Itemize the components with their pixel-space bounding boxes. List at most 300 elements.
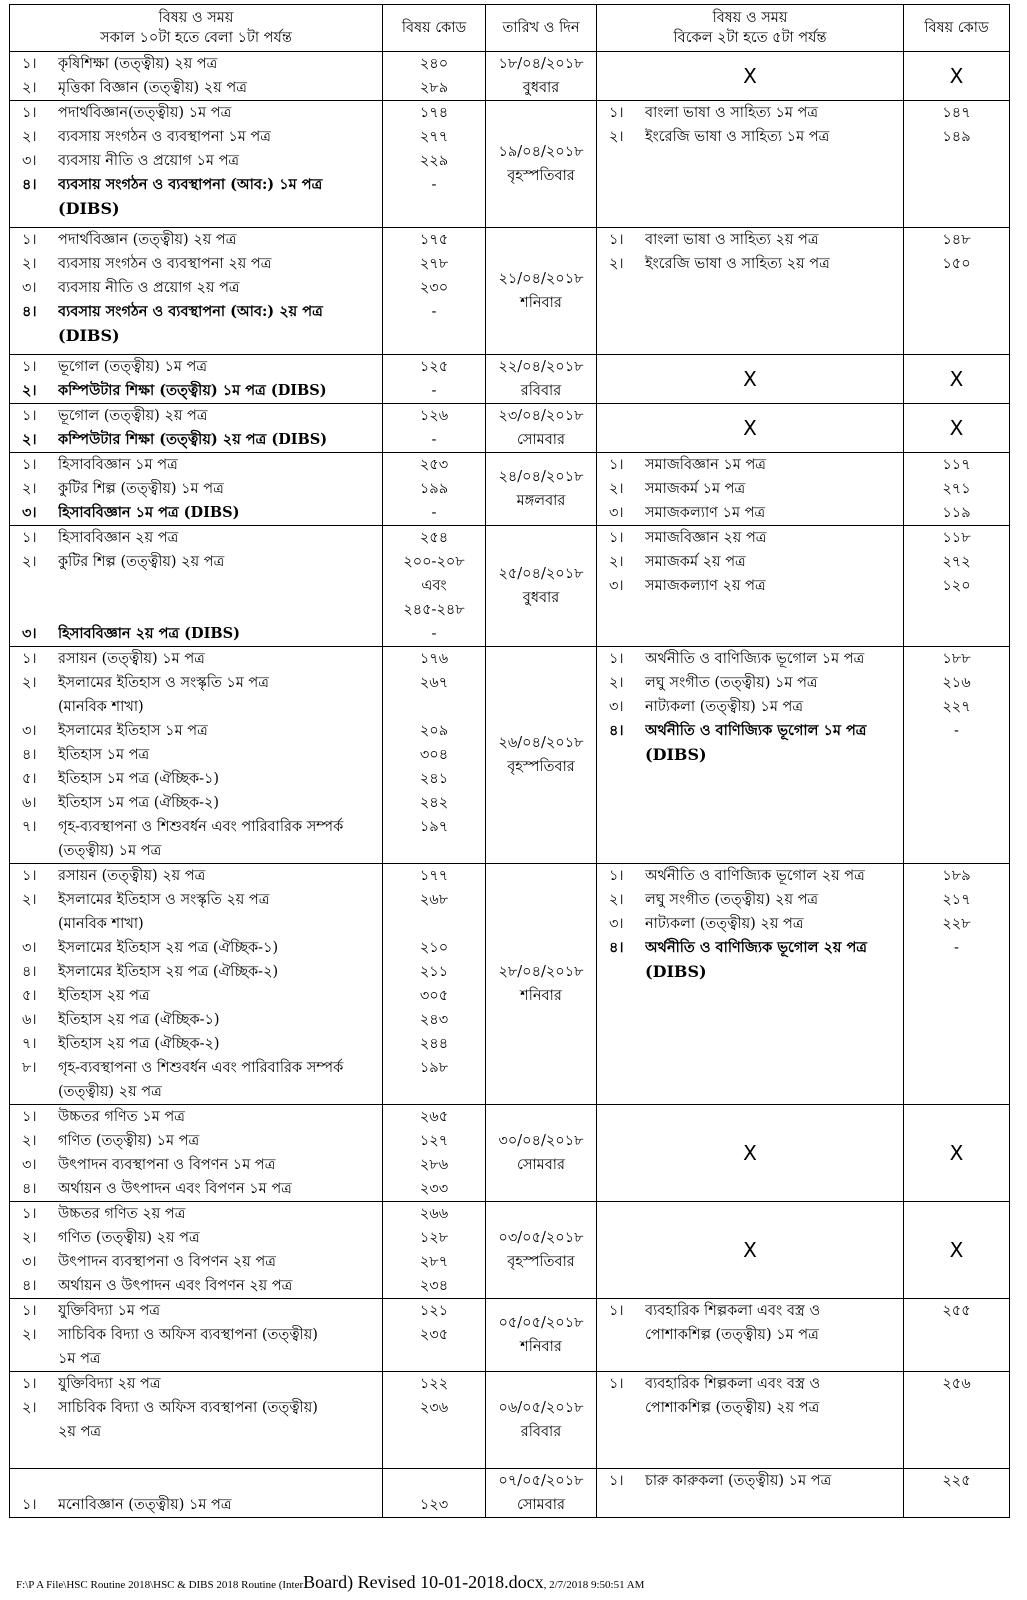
serial-number: ৩। (22, 940, 37, 956)
serial-number: ৪। (22, 1181, 37, 1197)
afternoon-subjects-cell (597, 1299, 904, 1372)
subject-code: ১২৬ (419, 408, 449, 424)
subject-name: সমাজবিজ্ঞান ১ম পত্র (645, 457, 766, 473)
serial-number: ২। (22, 80, 37, 96)
serial-number: ২। (22, 1230, 37, 1246)
subject-name: কম্পিউটার শিক্ষা (তত্ত্বীয়) ২য় পত্র (DIBS) (58, 431, 328, 448)
subject-line (10, 1129, 382, 1153)
morning-codes-cell (383, 1372, 486, 1469)
subject-line (10, 1250, 382, 1274)
serial-number: ৩। (22, 504, 37, 521)
afternoon-codes-cell (904, 228, 1010, 355)
subject-name: (তত্ত্বীয়) ১ম পত্র (58, 843, 162, 859)
serial-number: ১। (609, 1473, 624, 1489)
subject-line (597, 1299, 903, 1323)
subject-name: কম্পিউটার শিক্ষা (তত্ত্বীয়) ১ম পত্র (DIBS) (58, 382, 327, 399)
serial-number: ২। (22, 554, 37, 570)
subject-line (597, 960, 903, 990)
subject-code: - (954, 940, 959, 956)
subject-code: ১৭৫ (419, 232, 449, 248)
date-cell (486, 1202, 597, 1299)
morning-code-header: বিষয় কোড (383, 5, 486, 52)
subject-code: ২৪৪ (419, 1036, 449, 1052)
exam-date: ৩০/০৪/২০১৮ (498, 1133, 584, 1149)
morning-subjects-cell (10, 1299, 383, 1372)
serial-number: ১। (609, 868, 624, 884)
subject-code (383, 1347, 485, 1371)
subject-name: ভূগোল (তত্ত্বীয়) ১ম পত্র (58, 359, 208, 375)
serial-number: ৬। (22, 795, 37, 811)
subject-line (597, 743, 903, 773)
no-exam-mark: X (904, 52, 1010, 101)
subject-name: কুটির শিল্প (তত্ত্বীয়) ২য় পত্র (58, 554, 225, 570)
morning-time: সকাল ১০টা হতে বেলা ১টা পর্যন্ত (100, 30, 292, 46)
subject-code: ২২৯ (419, 153, 449, 169)
subject-code: - (431, 304, 437, 320)
serial-number (10, 324, 58, 354)
subject-line (10, 888, 382, 912)
subject-name: ব্যবসায় সংগঠন ও ব্যবস্থাপনা ২য় পত্র (58, 256, 272, 272)
subject-code: ২০০-২০৮ (403, 554, 465, 570)
subject-line (10, 1323, 382, 1347)
subject-code: ২৪৫-২৪৮ (403, 602, 465, 618)
serial-number: ৩। (609, 578, 624, 594)
subject-code: - (954, 723, 959, 739)
subject-line (597, 1396, 903, 1420)
subject-line (10, 960, 382, 984)
subject-line (10, 743, 382, 767)
subject-name: অর্থায়ন ও উৎপাদন এবং বিপণন ১ম পত্র (58, 1181, 292, 1197)
afternoon-codes-cell (904, 647, 1010, 864)
subject-name: রসায়ন (তত্ত্বীয়) ১ম পত্র (58, 651, 205, 667)
exam-day: শনিবার (520, 1339, 562, 1355)
subject-code (904, 1323, 1009, 1347)
exam-day: সোমবার (517, 1157, 565, 1173)
subject-code (383, 1080, 485, 1104)
serial-number: ২। (22, 1400, 37, 1416)
subject-line (10, 574, 382, 598)
subject-name: চারু কারুকলা (তত্ত্বীয়) ১ম পত্র (645, 1473, 832, 1489)
serial-number (10, 1469, 58, 1493)
date-cell (486, 101, 597, 228)
subject-name: ইসলামের ইতিহাস ও সংস্কৃতি ১ম পত্র (58, 675, 269, 691)
subject-code: ২৭২ (942, 554, 971, 570)
morning-subjects-cell (10, 1202, 383, 1299)
subject-name: ইতিহাস ২য় পত্র (ঐচ্ছিক-২) (58, 1036, 220, 1052)
no-exam-mark: X (597, 1105, 904, 1202)
subject-line (597, 252, 903, 276)
exam-day: শনিবার (520, 988, 562, 1004)
serial-number (10, 1444, 58, 1468)
no-exam-mark: X (597, 1202, 904, 1299)
subject-name (58, 574, 382, 598)
subject-line (597, 125, 903, 149)
afternoon-codes-cell (904, 453, 1010, 526)
subject-line (10, 404, 382, 428)
table-row (10, 647, 1010, 864)
subject-code: ৩০৫ (419, 988, 449, 1004)
no-exam-mark: X (597, 404, 904, 453)
subject-code: ২৪২ (419, 795, 449, 811)
subject-line (10, 526, 382, 550)
subject-name: (DIBS) (58, 199, 120, 218)
subject-code (904, 743, 1009, 773)
afternoon-subjects-cell (597, 526, 904, 647)
serial-number: ৩। (22, 723, 37, 739)
exam-date: ২৩/০৪/২০১৮ (498, 408, 584, 424)
subject-line (10, 791, 382, 815)
subject-name: ইতিহাস ১ম পত্র (58, 747, 150, 763)
date-cell (486, 1105, 597, 1202)
morning-subjects-cell (10, 228, 383, 355)
subject-code: ২০৯ (419, 723, 449, 739)
serial-number: ১। (22, 56, 37, 72)
serial-number: ৫। (22, 771, 37, 787)
serial-number: ৩। (609, 916, 624, 932)
morning-codes-cell (383, 1469, 486, 1518)
subject-name: (DIBS) (58, 326, 120, 345)
morning-codes-cell (383, 526, 486, 647)
subject-name: (DIBS) (645, 962, 707, 981)
subject-code: ১২৮ (419, 1230, 449, 1246)
serial-number: ২। (22, 1327, 37, 1343)
subject-code: ১৪৯ (942, 129, 971, 145)
subject-line (10, 1347, 382, 1371)
morning-subjects-cell (10, 647, 383, 864)
serial-number: ৮। (22, 1060, 37, 1076)
afternoon-subjects-cell (597, 647, 904, 864)
serial-number: ২। (22, 1133, 37, 1149)
subject-line (597, 1372, 903, 1396)
serial-number: ৩। (609, 505, 624, 521)
table-row (10, 864, 1010, 1105)
subject-name: ইসলামের ইতিহাস ও সংস্কৃতি ২য় পত্র (58, 892, 270, 908)
subject-line (10, 101, 382, 125)
serial-number (10, 598, 58, 622)
subject-name: লঘু সংগীত (তত্ত্বীয়) ২য় পত্র (645, 892, 819, 908)
subject-code (383, 324, 485, 354)
subject-code: - (431, 383, 437, 399)
subject-code: ২৫৬ (942, 1376, 971, 1392)
subject-code: ২৬৮ (419, 892, 449, 908)
subject-name: গৃহ-ব্যবস্থাপনা ও শিশুবর্ধন এবং পারিবারিক সম্পর্ক (58, 1060, 344, 1076)
subject-name: সাচিবিক বিদ্যা ও অফিস ব্যবস্থাপনা (তত্ত্বীয়) (58, 1400, 318, 1416)
subject-line (10, 598, 382, 622)
date-cell (486, 864, 597, 1105)
serial-number: ১। (609, 457, 624, 473)
subject-line (10, 1008, 382, 1032)
morning-codes-cell (383, 355, 486, 404)
subject-code: ১২০ (942, 578, 971, 594)
afternoon-subjects-cell (597, 864, 904, 1105)
subject-code: ১৭৭ (419, 868, 449, 884)
serial-number: ১। (22, 408, 37, 424)
serial-number: ৪। (609, 722, 624, 739)
subject-line (10, 719, 382, 743)
afternoon-subjects-cell (597, 453, 904, 526)
subject-line (10, 815, 382, 839)
table-row (10, 526, 1010, 647)
subject-code: ১১৯ (942, 505, 971, 521)
subject-line (10, 1299, 382, 1323)
subject-code (904, 960, 1009, 990)
afternoon-title: বিষয় ও সময় (712, 10, 788, 26)
subject-line (10, 695, 382, 719)
subject-line (10, 1032, 382, 1056)
date-cell (486, 1299, 597, 1372)
subject-line (10, 453, 382, 477)
subject-line (10, 1493, 382, 1517)
subject-name: (তত্ত্বীয়) ২য় পত্র (58, 1084, 162, 1100)
subject-name: (মানবিক শাখা) (58, 699, 144, 715)
subject-line (10, 197, 382, 227)
serial-number: ১। (609, 1376, 624, 1392)
exam-routine-table (9, 4, 1010, 1518)
afternoon-subjects-cell (597, 101, 904, 228)
subject-line (597, 671, 903, 695)
subject-line (10, 1202, 382, 1226)
subject-name: হিসাববিজ্ঞান ১ম পত্র (DIBS) (58, 504, 240, 521)
subject-line (10, 300, 382, 324)
subject-name: পদার্থবিজ্ঞান (তত্ত্বীয়) ২য় পত্র (58, 232, 237, 248)
subject-line (10, 1056, 382, 1080)
subject-line (10, 864, 382, 888)
subject-name: পোশাকশিল্প (তত্ত্বীয়) ১ম পত্র (645, 1327, 819, 1343)
subject-line (10, 1226, 382, 1250)
subject-code (383, 912, 485, 936)
subject-code: ২৫৪ (419, 530, 449, 546)
serial-number: ১। (22, 232, 37, 248)
exam-day: বৃহস্পতিবার (507, 759, 575, 775)
subject-code: ১৪৮ (942, 232, 971, 248)
subject-name: পোশাকশিল্প (তত্ত্বীয়) ২য় পত্র (645, 1400, 820, 1416)
afternoon-codes-cell (904, 1469, 1010, 1518)
subject-code: ১৯৯ (419, 481, 449, 497)
subject-line (597, 550, 903, 574)
subject-code: ১৯৭ (419, 819, 449, 835)
subject-name: উৎপাদন ব্যবস্থাপনা ও বিপণন ১ম পত্র (58, 1157, 276, 1173)
serial-number: ২। (22, 256, 37, 272)
subject-code: ২৭১ (942, 481, 971, 497)
subject-name: ইসলামের ইতিহাস ২য় পত্র (ঐচ্ছিক-২) (58, 964, 279, 980)
subject-name: ইসলামের ইতিহাস ১ম পত্র (58, 723, 208, 739)
morning-codes-cell (383, 52, 486, 101)
date-cell (486, 647, 597, 864)
subject-line (10, 1177, 382, 1201)
subject-name: গণিত (তত্ত্বীয়) ২য় পত্র (58, 1230, 200, 1246)
subject-code: ২৮৯ (419, 80, 449, 96)
subject-line (597, 936, 903, 960)
exam-date: ০৬/০৫/২০১৮ (498, 1400, 584, 1416)
subject-name: সাচিবিক বিদ্যা ও অফিস ব্যবস্থাপনা (তত্ত্বীয়) (58, 1327, 318, 1343)
subject-code: ২২৭ (942, 699, 971, 715)
afternoon-codes-cell (904, 864, 1010, 1105)
subject-name: গণিত (তত্ত্বীয়) ১ম পত্র (58, 1133, 200, 1149)
subject-line (10, 671, 382, 695)
table-row (10, 355, 1010, 404)
serial-number (10, 1347, 58, 1371)
subject-name: বাংলা ভাষা ও সাহিত্য ২য় পত্র (645, 232, 819, 248)
subject-line (10, 52, 382, 76)
subject-code (383, 197, 485, 227)
subject-code: - (431, 626, 437, 642)
subject-line (597, 501, 903, 525)
subject-line (10, 1444, 382, 1468)
subject-code: ২৬৭ (419, 675, 449, 691)
date-cell (486, 355, 597, 404)
date-cell (486, 526, 597, 647)
subject-name: লঘু সংগীত (তত্ত্বীয়) ১ম পত্র (645, 675, 818, 691)
serial-number: ৩। (22, 625, 37, 642)
morning-codes-cell (383, 1202, 486, 1299)
subject-name: উৎপাদন ব্যবস্থাপনা ও বিপণন ২য় পত্র (58, 1254, 276, 1270)
subject-code: - (431, 177, 437, 193)
subject-line (597, 1469, 903, 1493)
morning-subjects-cell (10, 453, 383, 526)
serial-number: ২। (22, 382, 37, 399)
subject-line (597, 526, 903, 550)
subject-line (10, 252, 382, 276)
subject-code: ১৫০ (942, 256, 971, 272)
table-row (10, 101, 1010, 228)
serial-number: ২। (22, 481, 37, 497)
serial-number: ২। (609, 256, 624, 272)
table-row (10, 1372, 1010, 1469)
morning-subjects-cell (10, 101, 383, 228)
subject-name: ভূগোল (তত্ত্বীয়) ২য় পত্র (58, 408, 208, 424)
subject-name (58, 1469, 382, 1493)
serial-number: ১। (22, 530, 37, 546)
subject-line (597, 228, 903, 252)
subject-line (10, 1396, 382, 1420)
subject-name: সমাজকল্যাণ ২য় পত্র (645, 578, 766, 594)
date-cell (486, 1372, 597, 1469)
exam-day: বৃহস্পতিবার (507, 168, 575, 184)
subject-name: রসায়ন (তত্ত্বীয়) ২য় পত্র (58, 868, 206, 884)
serial-number: ৩। (22, 1157, 37, 1173)
subject-code: ১২৩ (419, 1497, 449, 1513)
morning-codes-cell (383, 228, 486, 355)
exam-date: ২৮/০৪/২০১৮ (498, 964, 584, 980)
exam-day: বৃহস্পতিবার (507, 1254, 575, 1270)
subject-code (904, 1396, 1009, 1420)
subject-line (10, 149, 382, 173)
subject-line (597, 647, 903, 671)
serial-number: ১। (22, 868, 37, 884)
subject-code: ২৫৩ (419, 457, 449, 473)
serial-number (10, 1080, 58, 1104)
exam-date: ২৫/০৪/২০১৮ (498, 566, 584, 582)
serial-number: ১। (22, 651, 37, 667)
subject-line (10, 355, 382, 379)
subject-name: ব্যবহারিক শিল্পকলা এবং বস্ত্র ও (645, 1376, 821, 1392)
date-cell (486, 453, 597, 526)
subject-code: ১২৭ (419, 1133, 449, 1149)
footer-timestamp: , 2/7/2018 9:50:51 AM (543, 1579, 645, 1591)
serial-number: ৪। (609, 939, 624, 956)
table-row (10, 52, 1010, 101)
subject-line (597, 888, 903, 912)
morning-subjects-cell (10, 1372, 383, 1469)
subject-name: অর্থনীতি ও বাণিজ্যিক ভূগোল ১ম পত্র (645, 651, 865, 667)
subject-code: ২৪১ (419, 771, 449, 787)
subject-name: কুটির শিল্প (তত্ত্বীয়) ১ম পত্র (58, 481, 224, 497)
subject-name: ব্যবসায় নীতি ও প্রয়োগ ১ম পত্র (58, 153, 240, 169)
subject-line (10, 379, 382, 403)
exam-day: সোমবার (517, 432, 565, 448)
subject-name: ইতিহাস ২য় পত্র (58, 988, 150, 1004)
subject-name: হিসাববিজ্ঞান ১ম পত্র (58, 457, 178, 473)
exam-date: ১৮/০৪/২০১৮ (498, 56, 584, 72)
subject-line (597, 101, 903, 125)
subject-name (58, 1444, 382, 1468)
afternoon-subjects-cell (597, 228, 904, 355)
subject-name: হিসাববিজ্ঞান ২য় পত্র (58, 530, 179, 546)
footer-path: F:\P A File\HSC Routine 2018\HSC & DIBS 2018 Routine (Inter (16, 1579, 304, 1591)
subject-name: সমাজকল্যাণ ১ম পত্র (645, 505, 766, 521)
afternoon-codes-cell (904, 1299, 1010, 1372)
no-exam-mark: X (904, 1105, 1010, 1202)
subject-line (10, 501, 382, 525)
subject-line (10, 839, 382, 863)
serial-number: ১। (609, 530, 624, 546)
morning-subjects-cell (10, 864, 383, 1105)
serial-number: ১। (22, 1303, 37, 1319)
date-cell (486, 1469, 597, 1518)
subject-code: ১২২ (419, 1376, 449, 1392)
subject-line (10, 76, 382, 100)
morning-codes-cell (383, 404, 486, 453)
serial-number: ৩। (609, 699, 624, 715)
serial-number: ১। (22, 457, 37, 473)
serial-number (10, 695, 58, 719)
subject-code (383, 839, 485, 863)
no-exam-mark: X (904, 404, 1010, 453)
no-exam-mark: X (904, 355, 1010, 404)
subject-name: নাট্যকলা (তত্ত্বীয়) ১ম পত্র (645, 699, 803, 715)
subject-name: ২য় পত্র (58, 1424, 102, 1440)
subject-name: যুক্তিবিদ্যা ১ম পত্র (58, 1303, 161, 1319)
subject-line (10, 936, 382, 960)
exam-day: বুধবার (522, 590, 560, 606)
subject-name: উচ্চতর গণিত ১ম পত্র (58, 1109, 185, 1125)
subject-line (10, 1372, 382, 1396)
subject-code: ২৩৬ (419, 1400, 449, 1416)
serial-number: ২। (22, 129, 37, 145)
exam-day: শনিবার (520, 295, 562, 311)
serial-number: ৩। (22, 280, 37, 296)
subject-line (597, 477, 903, 501)
serial-number (597, 960, 645, 990)
serial-number: ১। (22, 1206, 37, 1222)
subject-code: - (431, 432, 437, 448)
subject-name: (DIBS) (645, 745, 707, 764)
subject-code: ১৮৯ (942, 868, 971, 884)
serial-number (10, 197, 58, 227)
subject-code: ২১৬ (942, 675, 971, 691)
exam-date: ১৯/০৪/২০১৮ (498, 144, 584, 160)
no-exam-mark: X (904, 1202, 1010, 1299)
subject-name: ইংরেজি ভাষা ও সাহিত্য ২য় পত্র (645, 256, 830, 272)
subject-name: ব্যবসায় সংগঠন ও ব্যবস্থাপনা (আব:) ২য় পত্র (58, 303, 323, 320)
subject-code: ২১১ (419, 964, 449, 980)
subject-line (10, 647, 382, 671)
exam-day: রবিবার (520, 1424, 562, 1440)
subject-name: ব্যবহারিক শিল্পকলা এবং বস্ত্র ও (645, 1303, 821, 1319)
serial-number: ১। (22, 105, 37, 121)
subject-code: ২৪৩ (419, 1012, 449, 1028)
subject-line (597, 453, 903, 477)
